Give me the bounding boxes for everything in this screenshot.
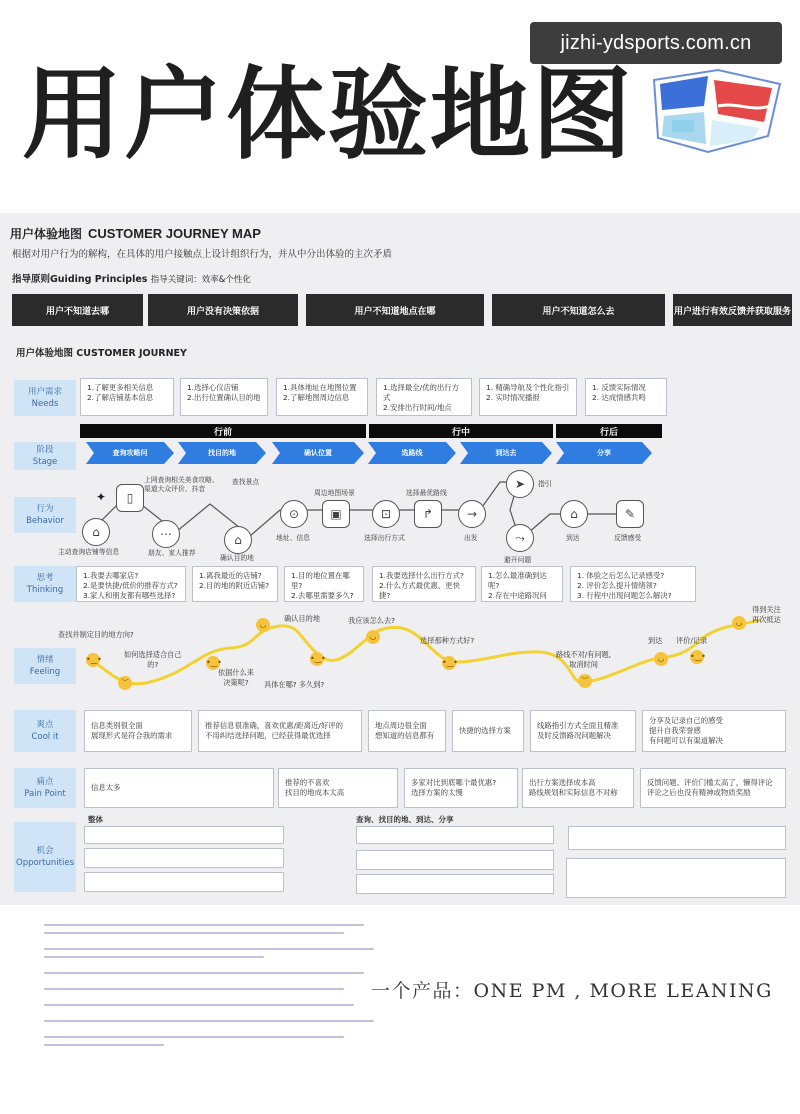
stage-arrow	[460, 442, 552, 464]
row-label-needs	[14, 380, 76, 416]
phase-during: 行中	[369, 424, 553, 438]
phone-icon: ▯	[116, 484, 144, 512]
thinking-cell: 1.我要选择什么出行方式? 2.什么方式最优惠、更快捷?	[372, 566, 476, 602]
row-label-cn: 用户需求	[27, 387, 62, 397]
behavior-label: 选择出行方式	[364, 534, 405, 542]
neutral-face-icon: •‿•	[206, 656, 220, 670]
feeling-label: 确认目的地	[284, 614, 320, 623]
needs-cell: 1.了解更多相关信息 2.了解店铺基本信息	[80, 378, 174, 416]
chat-icon: ⋯	[152, 520, 180, 548]
row-label-en: Feeling	[29, 667, 61, 677]
sad-face-icon: ︶	[578, 674, 592, 688]
happy-face-icon: ◡	[366, 630, 380, 644]
row-label-cn: 痛点	[36, 777, 54, 787]
row-label-pain	[14, 768, 76, 808]
needs-cell: 1.具体地址在地图位置 2.了解地图周边信息	[276, 378, 368, 416]
stage-label: 到达去	[495, 449, 517, 457]
behavior-label: 上网查询相关美食攻略、 渠道大众评价、抖音	[144, 476, 219, 493]
neutral-face-icon: •‿•	[690, 650, 704, 664]
row-label-cn: 情绪	[36, 655, 54, 665]
feeling-label: 得到关注 再次抵达	[752, 605, 781, 624]
section-title	[10, 225, 261, 242]
happy-face-icon: ◡	[654, 652, 668, 666]
row-label-cn: 思考	[36, 573, 54, 583]
cool-point-cell: 推荐信息很准确，喜欢优惠/距离近/好评的 不用纠结选择问题，已经获得最优选择	[198, 710, 362, 752]
feeling-label: 路线不对/有问题, 取消时间	[556, 650, 612, 669]
stage-arrow	[178, 442, 266, 464]
row-label-cn: 爽点	[36, 720, 54, 730]
behavior-label: 反馈感受	[614, 534, 642, 542]
row-label-stage	[14, 442, 76, 470]
map-icon: ▣	[322, 500, 350, 528]
emotion-curve	[80, 600, 780, 710]
feeling-label: 依据什么来 决策呢?	[218, 668, 254, 687]
row-label-en: Behavior	[26, 516, 64, 526]
section-title-en: CUSTOMER JOURNEY MAP	[88, 226, 261, 241]
phase-after: 行后	[556, 424, 662, 438]
principle-box: 用户进行有效反馈并获取服务	[673, 294, 792, 326]
arrive-store-icon: ⌂	[560, 500, 588, 528]
opportunity-box	[568, 826, 786, 850]
neutral-face-icon: •‿•	[442, 656, 456, 670]
running-person-icon: ✦	[96, 490, 107, 504]
car-icon: ⊡	[372, 500, 400, 528]
feeling-label: 选择那种方式好?	[420, 636, 475, 645]
happy-face-icon: ◡	[256, 618, 270, 632]
row-label-en: Stage	[32, 457, 58, 467]
row-label-thinking	[14, 566, 76, 602]
guide-keywords: 指导关键词：效率&个性化	[150, 275, 251, 285]
cool-point-cell: 分享及记录自己的感受 提升自我荣誉感 有问题可以有渠道解决	[642, 710, 786, 752]
thinking-cell: 1.怎么最准确到达呢? 2.存在中途路况问	[481, 566, 563, 602]
behavior-label: 选择最优路线	[406, 489, 447, 497]
stage-label: 找目的地	[208, 449, 236, 457]
row-label-behavior	[14, 497, 76, 533]
thinking-cell: 1.离我最近的店铺? 2.目的地的附近店铺?	[192, 566, 278, 602]
row-label-cool	[14, 710, 76, 752]
opportunity-detail-label: 查询、找目的地、到达、分享	[356, 815, 454, 824]
happy-face-icon: ◡	[732, 616, 746, 630]
row-label-en: Opportunities	[16, 858, 74, 868]
section-title-cn: 用户体验地图	[10, 227, 83, 241]
needs-cell: 1.选择最全/优的出行方式 2.安排出行时间/地点	[376, 378, 472, 416]
cool-point-cell: 信息类别很全面 展现形式是符合我的需求	[84, 710, 192, 752]
navigation-icon: ➤	[506, 470, 534, 498]
pain-point-cell: 反馈问题、评价门槛太高了，懒得评论 评论之后也没有精神或物质奖励	[640, 768, 786, 808]
needs-cell: 1. 精确导航及个性化指引 2. 实时情况播报	[479, 378, 577, 416]
route-icon: ↱	[414, 500, 442, 528]
principle-box: 用户不知道怎么去	[492, 294, 665, 326]
behavior-label: 地址、信息	[276, 534, 310, 542]
cool-point-cell: 快捷的选择方案	[452, 710, 524, 752]
article-text-thumbnail	[44, 918, 394, 1058]
row-label-cn: 机会	[36, 846, 54, 856]
behavior-label: 到达	[566, 534, 580, 542]
journey-title: 用户体验地图 CUSTOMER JOURNEY	[16, 348, 187, 359]
behavior-label: 出发	[464, 534, 478, 542]
needs-cell: 1.选择心仪店铺 2.出行位置确认目的地	[180, 378, 268, 416]
opportunity-box	[84, 826, 284, 844]
row-label-en: Thinking	[26, 585, 64, 595]
location-icon: ⊙	[280, 500, 308, 528]
opportunity-box	[84, 872, 284, 892]
row-label-en: Cool it	[31, 732, 59, 742]
neutral-face-icon: •‿•	[86, 653, 100, 667]
shop-icon: ⌂	[224, 526, 252, 554]
stage-label: 确认位置	[304, 449, 332, 457]
phase-before: 行前	[80, 424, 366, 438]
pain-point-cell: 推荐的不喜欢 找目的地成本太高	[278, 768, 398, 808]
feeling-label: 我应该怎么去?	[348, 616, 395, 625]
needs-cell: 1. 反馈实际情况 2. 达成情感共鸣	[585, 378, 667, 416]
pain-point-cell: 多家对比到底哪个最优惠? 选择方案的太慢	[404, 768, 518, 808]
row-label-cn: 阶段	[36, 445, 54, 455]
stage-arrow	[368, 442, 456, 464]
map-illustration-icon	[648, 66, 784, 158]
watermark: jizhi-ydsports.com.cn	[530, 22, 782, 64]
row-label-feeling	[14, 648, 76, 684]
row-label-cn: 行为	[36, 504, 54, 514]
behavior-label: 避开问题	[504, 556, 532, 564]
principle-box: 用户不知道去哪	[12, 294, 143, 326]
behavior-label: 朋友、家人推荐	[148, 549, 196, 557]
behavior-label: 查找景点	[232, 478, 260, 486]
guide-label: 指导原则Guiding Principles	[12, 274, 148, 285]
behavior-label: 指引	[538, 480, 552, 488]
thinking-cell: 1.我要去哪家店? 2.是要快捷/低价的推荐方式? 3.家人和朋友都有哪些选择?	[76, 566, 186, 602]
stage-label: 选路线	[401, 449, 423, 457]
pain-point-cell: 出行方案选择成本高 路线规划和实际信息不对称	[522, 768, 634, 808]
opportunity-box	[566, 858, 786, 898]
opportunity-overall-label: 整体	[88, 815, 103, 824]
cool-point-cell: 地点周边很全面 想知道的信息都有	[368, 710, 446, 752]
stage-arrow	[272, 442, 364, 464]
footer-brand: 一个产品：ONE PM , MORE LEANING	[371, 980, 773, 1002]
opportunity-box	[84, 848, 284, 868]
cool-point-cell: 线路指引方式全面且精准 及时反馈路况问题解决	[530, 710, 636, 752]
feeling-label: 查找并制定目的地方向?	[58, 630, 134, 639]
opportunity-box	[356, 874, 554, 894]
store-icon: ⌂	[82, 518, 110, 546]
thinking-cell: 1. 体验之后怎么记录感受? 2. 评价怎么提升情绪领? 3. 行程中出现问题怎么解决?	[570, 566, 696, 602]
feeling-label: 如何选择适合自己 的?	[124, 650, 182, 669]
feedback-icon: ✎	[616, 500, 644, 528]
behavior-label: 主动查询店铺等信息	[58, 548, 120, 556]
behavior-label: 周边地图场景	[314, 489, 355, 497]
neutral-face-icon: •‿•	[310, 652, 324, 666]
pain-point-cell: 信息太多	[84, 768, 274, 808]
opportunity-box	[356, 826, 554, 844]
row-label-en: Needs	[31, 399, 59, 409]
feeling-label: 到达	[648, 636, 663, 645]
page-title: 用户体验地图	[22, 56, 634, 173]
stage-label: 分享	[597, 449, 611, 457]
row-label-opportunities	[14, 822, 76, 892]
principle-box: 用户不知道地点在哪	[306, 294, 484, 326]
row-label-en: Pain Point	[24, 789, 66, 799]
behavior-label: 确认目的地	[220, 554, 254, 562]
stage-arrow	[86, 442, 174, 464]
opportunity-box	[356, 850, 554, 870]
stage-arrow	[556, 442, 652, 464]
feeling-label: 具体在哪? 多久到?	[264, 680, 325, 689]
go-arrow-icon: →	[458, 500, 486, 528]
avoid-route-icon: ⤳	[506, 524, 534, 552]
feeling-label: 评价/记录	[676, 636, 708, 645]
principle-box: 用户没有决策依据	[148, 294, 298, 326]
thinking-cell: 1.目的地位置在哪里? 2.去哪里需要多久?	[284, 566, 364, 602]
sad-face-icon: ︶	[118, 676, 132, 690]
stage-label: 查询攻略问	[112, 449, 148, 457]
guiding-principles	[12, 271, 251, 285]
section-description: 根据对用户行为的解构，在具体的用户接触点上设计组织行为，并从中分出体验的主次矛盾	[12, 249, 393, 260]
